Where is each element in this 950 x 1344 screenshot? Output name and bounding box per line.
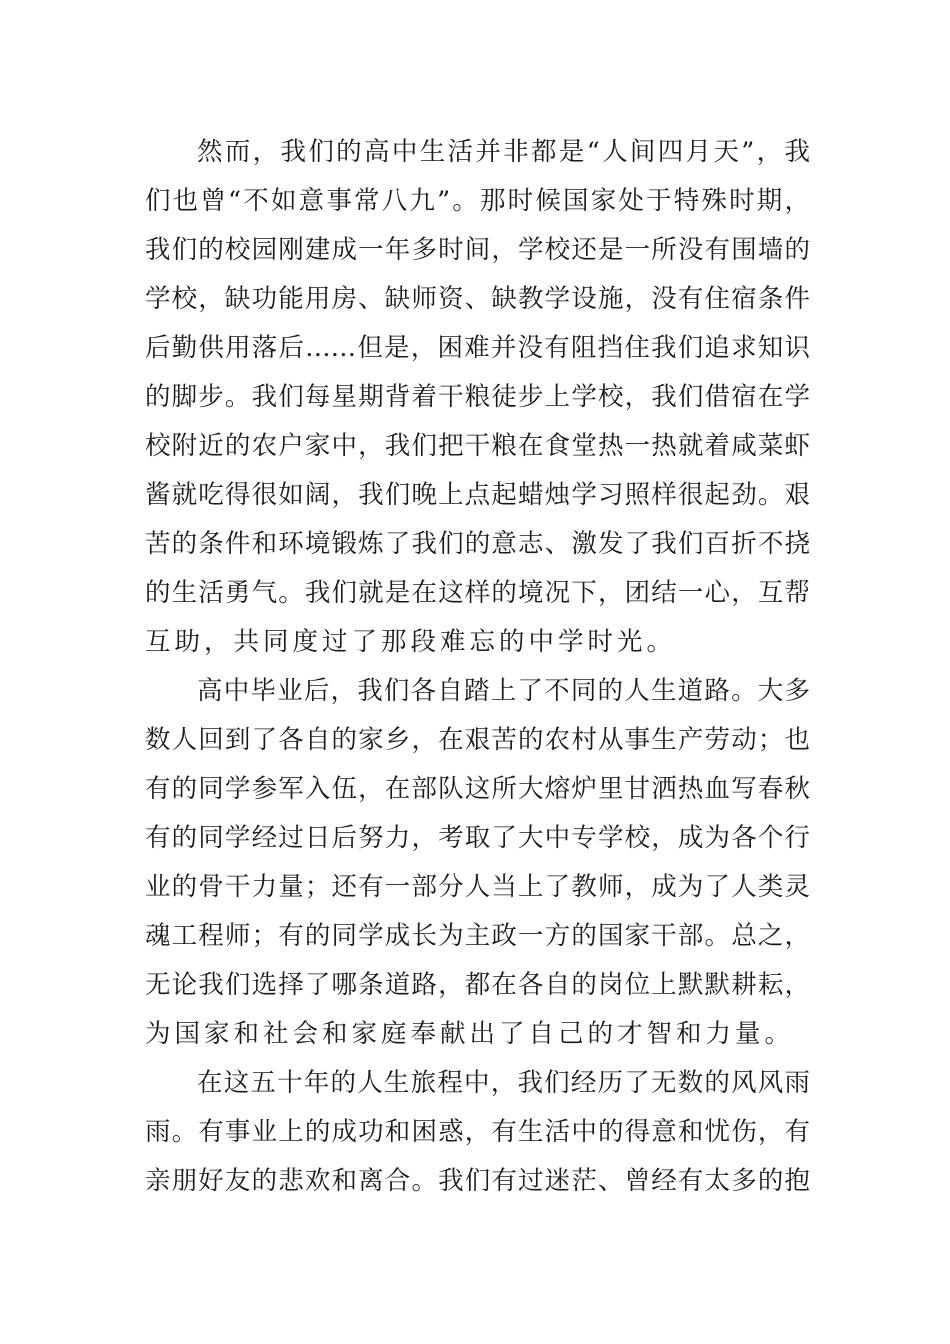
text-line: 雨。有事业上的成功和困惑，有生活中的得意和忧伤，有 (145, 1117, 810, 1147)
paragraph-1 (145, 128, 810, 667)
text-line: 我们的校园刚建成一年多时间，学校还是一所没有围墙的 (145, 235, 810, 265)
text-line: 校附近的农户家中，我们把干粮在食堂热一热就着咸菜虾 (145, 431, 810, 461)
text-line: 魂工程师；有的同学成长为主政一方的国家干部。总之， (145, 921, 810, 951)
text-line: 为国家和社会和家庭奉献出了自己的才智和力量。 (145, 1019, 795, 1049)
text-line: 后勤供用落后……但是，困难并没有阻挡住我们追求知识 (145, 333, 810, 363)
document-body (145, 128, 810, 1206)
text-line: 学校，缺功能用房、缺师资、缺教学设施，没有住宿条件 (145, 284, 810, 314)
text-line: 有的同学经过日后努力，考取了大中专学校，成为各个行 (145, 823, 810, 853)
text-line: 在这五十年的人生旅程中，我们经历了无数的风风雨 (197, 1068, 810, 1098)
text-line: 们也曾“不如意事常八九”。那时候国家处于特殊时期， (145, 186, 810, 216)
text-line: 数人回到了各自的家乡，在艰苦的农村从事生产劳动；也 (145, 725, 810, 755)
text-line: 业的骨干力量；还有一部分人当上了教师，成为了人类灵 (145, 872, 810, 902)
text-line: 互助，共同度过了那段难忘的中学时光。 (145, 627, 677, 657)
text-line: 的生活勇气。我们就是在这样的境况下，团结一心，互帮 (145, 578, 810, 608)
text-line: 的脚步。我们每星期背着干粮徒步上学校，我们借宿在学 (145, 382, 810, 412)
paragraph-3 (145, 1059, 810, 1206)
text-line: 亲朋好友的悲欢和离合。我们有过迷茫、曾经有太多的抱 (145, 1166, 810, 1196)
text-line: 苦的条件和环境锻炼了我们的意志、激发了我们百折不挠 (145, 529, 810, 559)
text-line: 无论我们选择了哪条道路，都在各自的岗位上默默耕耘， (145, 970, 810, 1000)
paragraph-2 (145, 667, 810, 1059)
text-line: 高中毕业后，我们各自踏上了不同的人生道路。大多 (197, 676, 810, 706)
text-line: 酱就吃得很如阔，我们晚上点起蜡烛学习照样很起劲。艰 (145, 480, 810, 510)
text-line: 有的同学参军入伍，在部队这所大熔炉里甘洒热血写春秋 (145, 774, 810, 804)
text-line: 然而，我们的高中生活并非都是“人间四月天”，我 (197, 137, 810, 167)
